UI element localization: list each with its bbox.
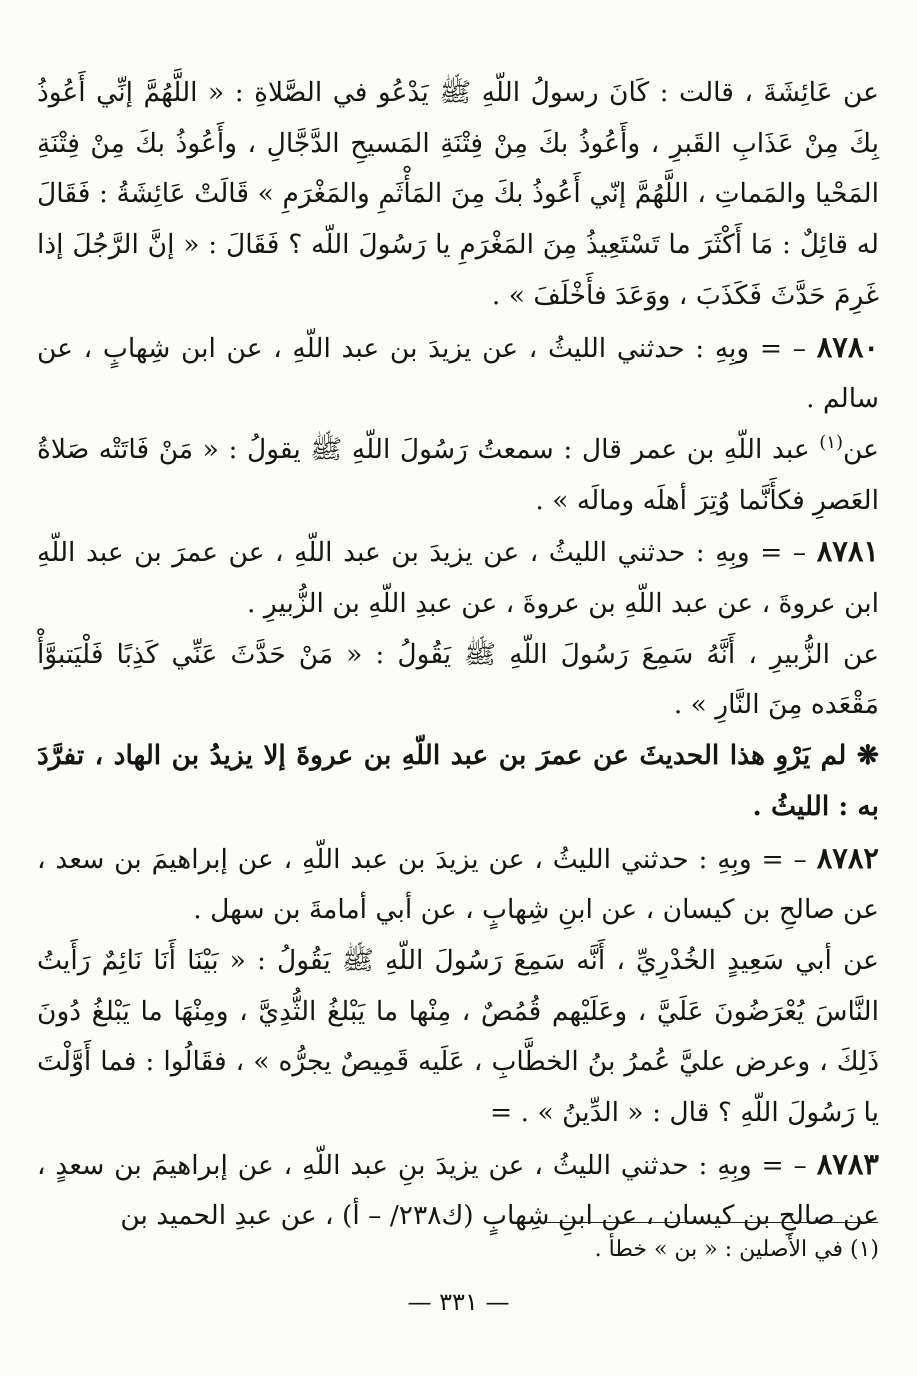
hadith-number: ٨٧٨١ [816,534,879,569]
paragraph-aisha-hadith: عن عَائِشَةَ ، قالت : كَانَ رسولُ اللّهِ ﷺ يَدْعُو في الصَّلاةِ : « اللَّهُمَّ إنِّي أَعُوذُ بِكَ مِنْ عَذَابِ القَبرِ ، وأَعُوذُ بكَ مِنْ فِتْنَةِ المَسيحِ الدَّجَّالِ ، وأَعُوذُ بكَ مِنْ فِتْنَةِ المَحْيا والمَماتِ ، اللَّهُمَّ إنّي أَعُوذُ بكَ مِنَ المَأْثَمِ والمَغْرَمِ » قَالَتْ عَائِشَةُ : فَقَالَ له قائِلٌ : مَا أَكْثَرَ ما تَسْتَعِيذُ مِنَ المَغْرَمِ يا رَسُولَ اللّه ؟ فَقَالَ : « إنَّ الرَّجُلَ إذا غَرِمَ حَدَّثَ فَكَذَبَ ، ووَعَدَ فأَخْلَفَ » . [37,77,879,311]
main-text [37,68,879,1242]
paragraph-zubayr-hadith: عن الزُّبيرِ ، أَنَّهُ سَمِعَ رَسُولَ اللّهِ ﷺ يَقُولُ : « مَنْ حَدَّثَ عَنِّي كَذِبًا فَلْيَتبوَّأْ مَقْعَده مِنَ النَّارِ » . [37,638,879,721]
page-number: — ٣٣١ — [407,1288,510,1316]
paragraph-hadith-8781: ٨٧٨١ – = وبِهِ : حدثني الليثُ ، عن يزيدَ بن عبد اللّهِ ، عن عمرَ بن عبد اللّهِ ابن عروةَ ، عن عبد اللّهِ بن عروةَ ، عن عبدِ اللّهِ بن الزُّبيرِ . [37,534,879,620]
footnote: (١) في الأصلين : « بن » خطأ . [594,1237,879,1262]
hadith-number: ٨٧٨٣ [816,1146,879,1181]
paragraph-hadith-8782: ٨٧٨٢ – = وبِهِ : حدثني الليثُ ، عن يزيدَ بن عبد اللّهِ ، عن إبراهيمَ بن سعد ، عن صالحِ بن كيسان ، عن ابنِ شِهابٍ ، عن أبي أمامةَ بن سهل . [37,840,879,926]
paragraph-abu-said-hadith: عن أبي سَعِيدٍ الخُدْرِيِّ ، أَنَّه سَمِعَ رَسُولَ اللّهِ ﷺ يَقُولُ : « بَيْنَا أَنَا نَائِمٌ رَأَيتُ النَّاسَ يُعْرَضُونَ عَلَيَّ ، وعَلَيْهم قُمُصٌ ، مِنْها ما يَبْلغُ الثُّدِيَّ ، ومِنْهَا ما يَبْلغُ دُونَ ذَلِكَ ، وعرض عليَّ عُمرُ بنُ الخطَّابِ ، عَلَيه قَمِيصٌ يجرُّه » ، فقَالُوا : فما أَوَّلْتَ يا رَسُولَ اللّهِ ؟ قال : « الدِّينُ » . = [37,944,879,1129]
footnote-marker: (١) [819,432,843,454]
paragraph-hadith-8780: ٨٧٨٠ – = وبِهِ : حدثني الليثُ ، عن يزيدَ بن عبد اللّهِ ، عن ابن شِهابٍ ، عن سالم . [37,329,879,415]
hadith-number: ٨٧٨٠ [816,329,879,364]
paragraph-isnad-note: ❋ لم يَرْوِ هذا الحديثَ عن عمرَ بن عبد اللّهِ بن عروةَ إلا يزيدُ بن الهاد ، تفرَّدَ به : الليثُ . [37,740,879,822]
footnote-divider [540,1222,878,1223]
paragraph-ibn-umar-hadith: عن$^{(١)}$ عبد اللّهِ بن عمر قال : سمعتُ رَسُولَ اللّهِ ﷺ يقولُ : « مَنْ فَاتَتْه صَلاةُ العَصرِ فكأَنَّما وُتِرَ أهلَه ومالَه » . [37,432,879,516]
hadith-number: ٨٧٨٢ [816,840,879,875]
paragraph-hadith-8783: ٨٧٨٣ – = وبِهِ : حدثني الليثُ ، عن يزيدَ بنِ عبد اللّهِ ، عن إبراهيمَ بن سعدٍ ، عن صالحِ بن كيسان ، عن ابنِ شِهابٍ (ك٢٣٨/ – أ) ، عن عبدِ الحميد بن [37,1146,879,1232]
